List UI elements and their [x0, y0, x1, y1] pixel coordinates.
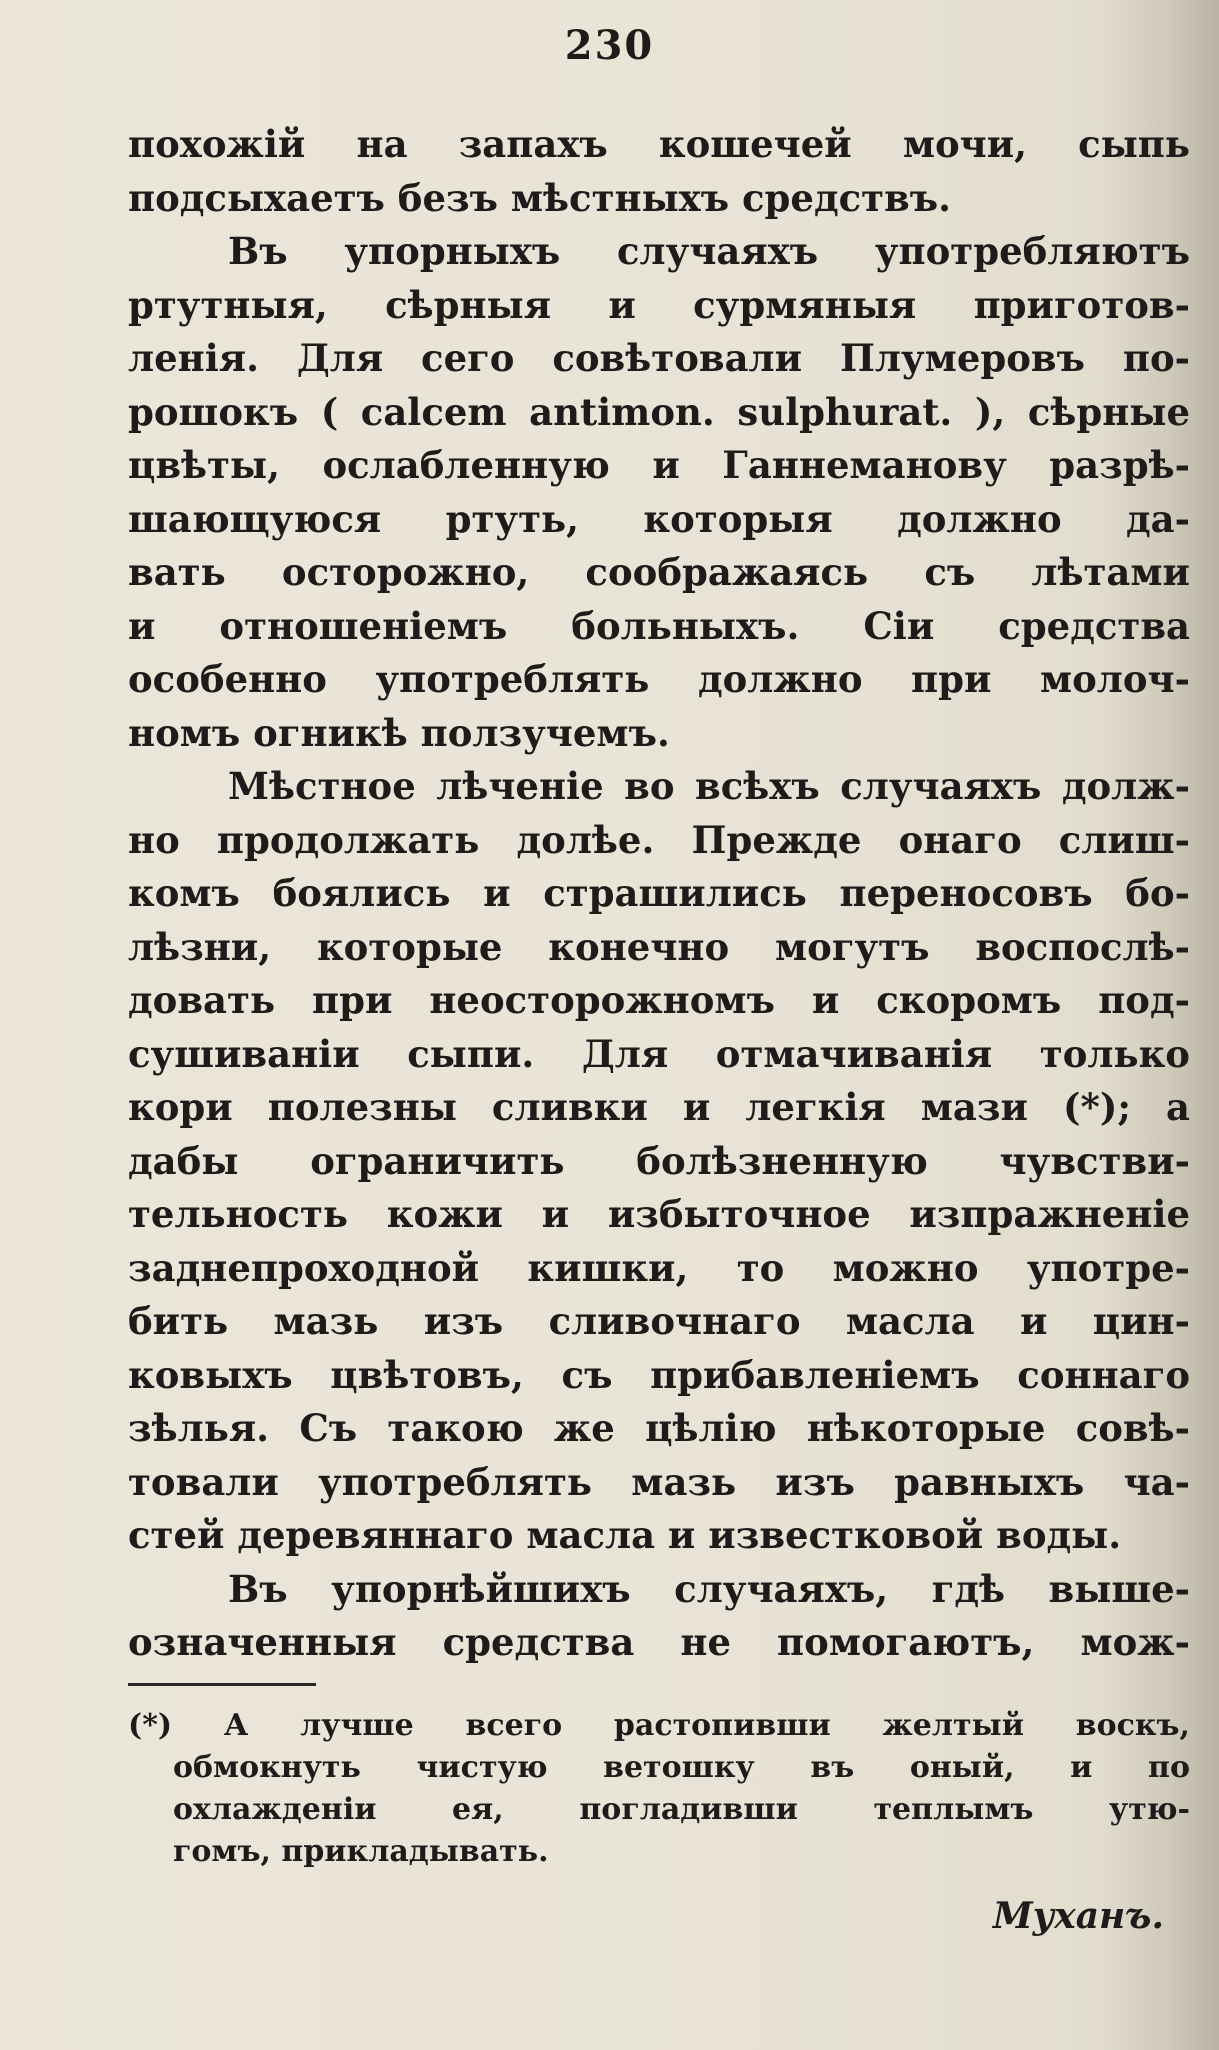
text-line: заднепроходной кишки, то можно употре- [128, 1245, 1190, 1290]
text-line: стей деревяннаго масла и известковой воды. [128, 1513, 1122, 1557]
footnote-signature: Муханъ. [992, 1895, 1164, 1937]
text-line: кори полезны сливки и легкія мази (*); а [128, 1085, 1190, 1129]
text-line: товали употреблять мазь изъ равныхъ ча- [128, 1459, 1190, 1504]
text-line: зѣлья. Съ такою же цѣлію нѣкоторые совѣ- [128, 1406, 1190, 1450]
footnote-line: гомъ, прикладывать. [173, 1834, 549, 1869]
text-line: вать осторожно, соображаясь съ лѣтами [128, 550, 1190, 594]
text-line: дабы ограничить болѣзненную чувстви- [128, 1138, 1190, 1183]
footnote-divider [128, 1683, 316, 1686]
text-line: ковыхъ цвѣтовъ, съ прибавленіемъ соннаго [128, 1352, 1190, 1397]
text-line: но продолжать долѣе. Прежде онаго слиш- [128, 817, 1190, 862]
text-line: ленія. Для сего совѣтовали Плумеровъ по- [128, 336, 1190, 380]
footnote [128, 1705, 1190, 1873]
text-line: особенно употреблять должно при молоч- [128, 657, 1190, 701]
text-line: тельность кожи и избыточное изпражненіе [128, 1192, 1190, 1236]
text-line: номъ огникѣ ползучемъ. [128, 710, 670, 755]
text-line: цвѣты, ослабленную и Ганнеманову разрѣ- [128, 443, 1190, 487]
text-line: рошокъ ( calcem antimon. sulphurat. ), сѣрные [128, 389, 1190, 434]
text-line: и отношеніемъ больныхъ. Сіи средства [128, 603, 1190, 648]
footnote-line: (*) А лучше всего растопивши желтый воскъ, [128, 1708, 1190, 1743]
text-line: похожій на запахъ кошечей мочи, сыпь [128, 122, 1190, 166]
text-line: подсыхаетъ безъ мѣстныхъ средствъ. [128, 175, 952, 220]
text-line: Въ упорнѣйшихъ случаяхъ, гдѣ выше- [228, 1566, 1190, 1611]
text-line: означенныя средства не помогаютъ, мож- [128, 1620, 1190, 1664]
text-line: шающуюся ртуть, которыя должно да- [128, 496, 1190, 541]
text-line: ртутныя, сѣрныя и сурмяныя приготов- [128, 282, 1190, 327]
text-line: лѣзни, которые конечно могутъ воспослѣ- [128, 924, 1190, 969]
footnote-line: обмокнуть чистую ветошку въ оный, и по [173, 1750, 1190, 1785]
body-text [128, 118, 1190, 1670]
text-line: сушиваніи сыпи. Для отмачиванія только [128, 1031, 1190, 1076]
footnote-line: охлажденіи ея, погладивши теплымъ утю- [173, 1792, 1190, 1827]
text-line: Въ упорныхъ случаяхъ употребляютъ [228, 229, 1190, 273]
text-line: комъ боялись и страшились переносовъ бо- [128, 871, 1190, 915]
text-line: Мѣстное лѣченіе во всѣхъ случаяхъ долж- [228, 764, 1190, 808]
text-line: довать при неосторожномъ и скоромъ под- [128, 978, 1190, 1022]
page-number: 230 [564, 22, 655, 69]
text-line: бить мазь изъ сливочнаго масла и цин- [128, 1299, 1190, 1343]
